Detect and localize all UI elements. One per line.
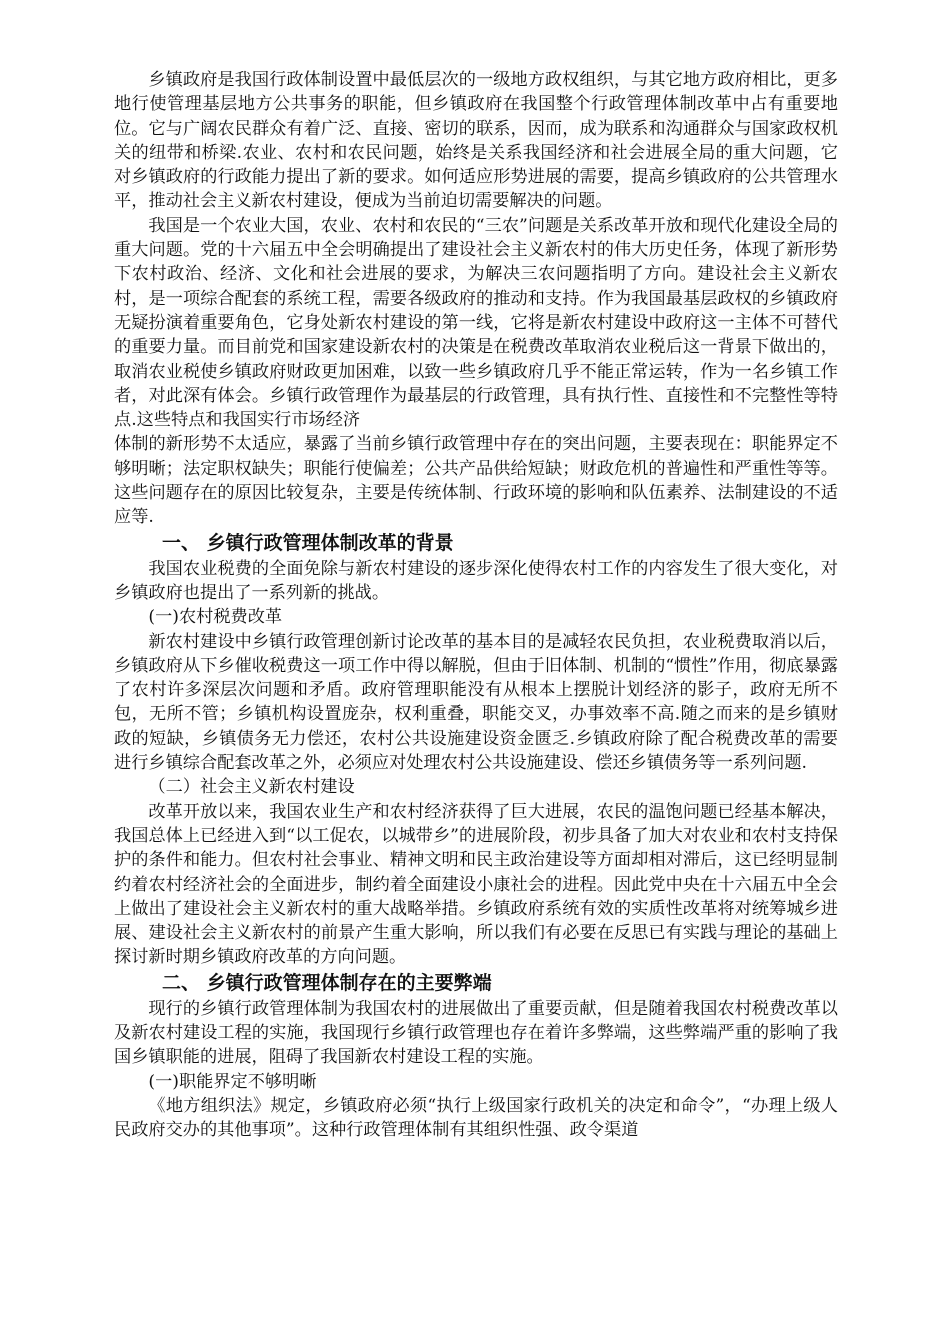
paragraph-section2-intro: 现行的乡镇行政管理体制为我国农村的进展做出了重要贡献，但是随着我国农村税费改革以及新农村建设工程的实施，我国现行乡镇行政管理也存在着许多弊端，这些弊端严重的影响了我国乡镇职能的进展，阻碍了我国新农村建设工程的实施。 [114, 998, 838, 1068]
paragraph-problems: 体制的新形势不太适应，暴露了当前乡镇行政管理中存在的突出问题，主要表现在：职能界定不够明晰；法定职权缺失；职能行使偏差；公共产品供给短缺；财政危机的普遍性和严重性等等。这些问题存在的原因比较复杂，主要是传统体制、行政环境的影响和队伍素养、法制建设的不适应等. [114, 434, 838, 528]
document-page [114, 68, 838, 1142]
section-heading-1: 一、 乡镇行政管理体制改革的背景 [162, 531, 454, 554]
paragraph-background: 我国是一个农业大国，农业、农村和农民的“三农”问题是关系改革开放和现代化建设全局的重大问题。党的十六届五中全会明确提出了建设社会主义新农村的伟大历史任务，体现了新形势下农村政治、经济、文化和社会进展的要求，为解决三农问题指明了方向。建设社会主义新农村，是一项综合配套的系统工程，需要各级政府的推动和支持。作为我国最基层政权的乡镇政府无疑扮演着重要角色，它身处新农村建设的第一线，它将是新农村建设中政府这一主体不可替代的重要力量。而目前党和国家建设新农村的决策是在税费改革取消农业税后这一背景下做出的，取消农业税使乡镇政府财政更加困难，以致一些乡镇政府几乎不能正常运转，作为一名乡镇工作者，对此深有体会。乡镇行政管理作为最基层的行政管理，具有执行性、直接性和不完整性等特点.这些特点和我国实行市场经济 [114, 215, 838, 431]
section-heading-2: 二、 乡镇行政管理体制存在的主要弊端 [162, 971, 492, 994]
paragraph-intro: 乡镇政府是我国行政体制设置中最低层次的一级地方政权组织，与其它地方政府相比，更多地行使管理基层地方公共事务的职能，但乡镇政府在我国整个行政管理体制改革中占有重要地位。它与广阔农民群众有着广泛、直接、密切的联系，因而，成为联系和沟通群众与国家政权机关的纽带和桥梁.农业、农村和农民问题，始终是关系我国经济和社会进展全局的重大问题，它对乡镇政府的行政能力提出了新的要求。如何适应形势进展的需要，提高乡镇政府的公共管理水平，推动社会主义新农村建设，便成为当前迫切需要解决的问题。 [114, 70, 838, 212]
paragraph-local-organization-law: 《地方组织法》规定，乡镇政府必须“执行上级国家行政机关的决定和命令”，“办理上级人民政府交办的其他事项”。这种行政管理体制有其组织性强、政令渠道 [114, 1095, 838, 1141]
paragraph-tax-reform: 新农村建设中乡镇行政管理创新讨论改革的基本目的是减轻农民负担，农业税费取消以后，乡镇政府从下乡催收税费这一项工作中得以解脱，但由于旧体制、机制的“惯性”作用，彻底暴露了农村许多深层次问题和矛盾。政府管理职能没有从根本上摆脱计划经济的影子，政府无所不包，无所不管；乡镇机构设置庞杂，权利重叠，职能交叉，办事效率不高.随之而来的是乡镇财政的短缺，乡镇债务无力偿还，农村公共设施建设资金匮乏.乡镇政府除了配合税费改革的需要进行乡镇综合配套改革之外，必须应对处理农村公共设施建设、偿还乡镇债务等一系列问题. [114, 631, 838, 774]
subheading-unclear-functions: (一)职能界定不够明晰 [148, 1071, 317, 1092]
subheading-new-countryside: （二）社会主义新农村建设 [148, 777, 355, 798]
paragraph-section1-intro: 我国农业税费的全面免除与新农村建设的逐步深化使得农村工作的内容发生了很大变化，对乡镇政府也提出了一系列新的挑战。 [114, 558, 838, 603]
subheading-tax-reform: (一)农村税费改革 [148, 607, 283, 628]
paragraph-new-countryside: 改革开放以来，我国农业生产和农村经济获得了巨大进展，农民的温饱问题已经基本解决，我国总体上已经进入到“以工促农，以城带乡”的进展阶段，初步具备了加大对农业和农村支持保护的条件和能力。但农村社会事业、精神文明和民主政治建设等方面却相对滞后，这已经明显制约着农村经济社会的全面进步，制约着全面建设小康社会的进程。因此党中央在十六届五中全会上做出了建设社会主义新农村的重大战略举措。乡镇政府系统有效的实质性改革将对统筹城乡进展、建设社会主义新农村的前景产生重大影响，所以我们有必要在反思已有实践与理论的基础上探讨新时期乡镇政府改革的方向问题。 [114, 801, 838, 968]
